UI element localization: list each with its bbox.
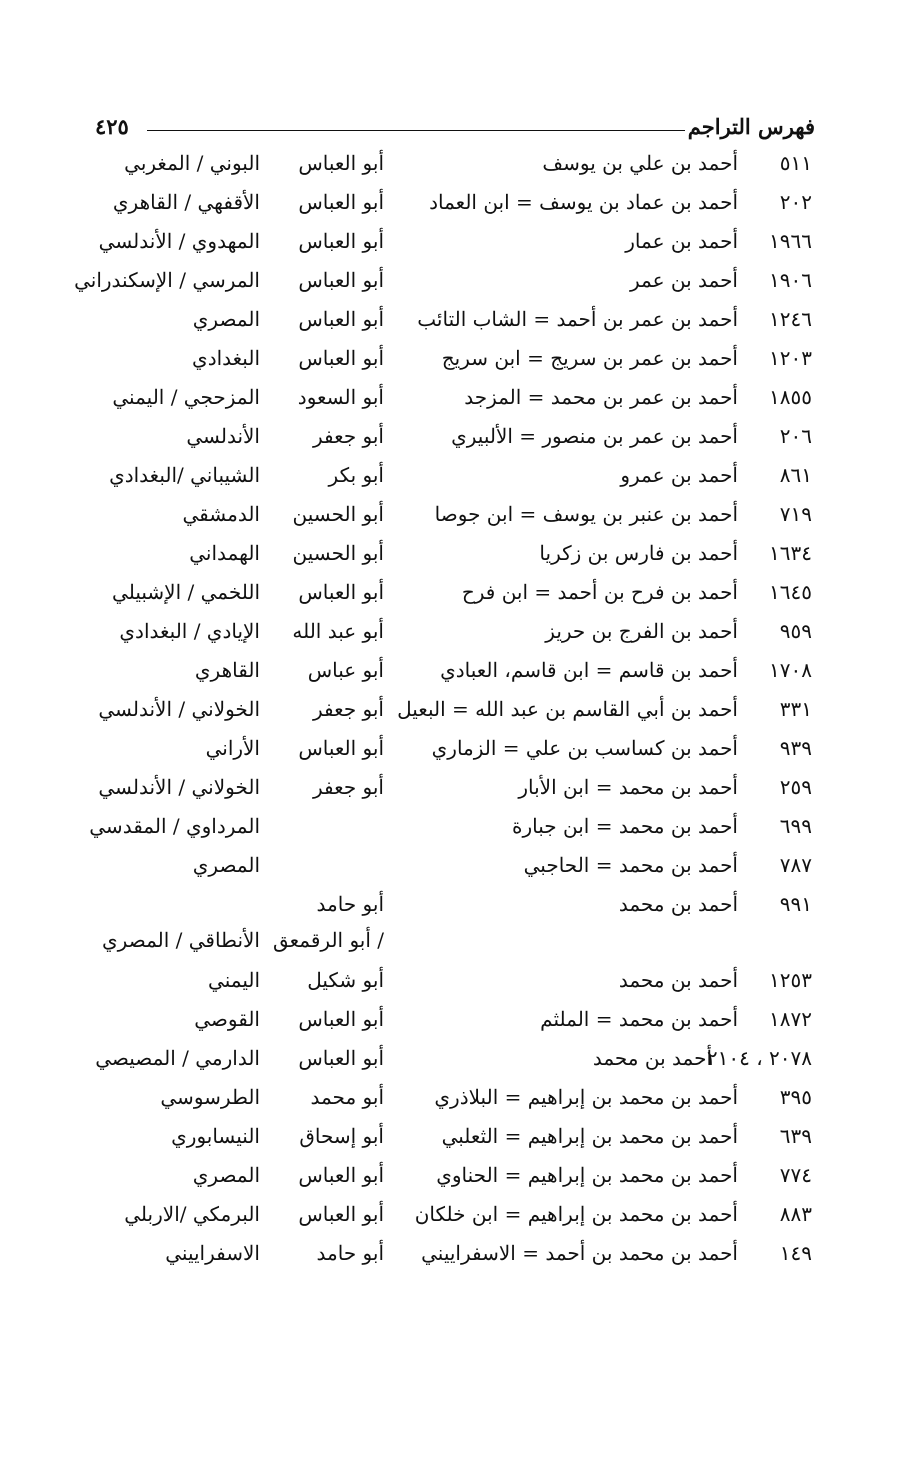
person-name: أحمد بن فارس بن زكريا bbox=[539, 541, 738, 565]
index-row bbox=[90, 1040, 810, 1079]
entry-number: ٨٦١ bbox=[779, 463, 812, 487]
person-name: أحمد بن عماد بن يوسف = ابن العماد bbox=[429, 190, 738, 214]
entry-number: ٧١٩ bbox=[779, 502, 812, 526]
kunya: أبو العباس bbox=[298, 1046, 384, 1070]
entry-number: ٧٧٤ bbox=[779, 1163, 812, 1187]
person-name: أحمد بن محمد بن إبراهيم = ابن خلكان bbox=[414, 1202, 738, 1226]
nisba: الأندلسي bbox=[186, 424, 260, 448]
nisba: الطرسوسي bbox=[160, 1085, 260, 1109]
page-number: ٤٢٥ bbox=[95, 114, 129, 139]
nisba: المصري bbox=[192, 1163, 260, 1187]
entry-number: ٢٠٦ bbox=[779, 424, 812, 448]
nisba: الهمداني bbox=[189, 541, 260, 565]
index-row bbox=[90, 1157, 810, 1196]
index-row bbox=[90, 652, 810, 691]
nisba: الإيادي / البغدادي bbox=[119, 619, 260, 643]
index-row bbox=[90, 691, 810, 730]
entry-number: ١٢٠٣ bbox=[769, 346, 812, 370]
index-row bbox=[90, 496, 810, 535]
kunya: / أبو الرقمعق bbox=[272, 928, 384, 952]
nisba: الأراني bbox=[205, 736, 260, 760]
person-name: أحمد بن كساسب بن علي = الزماري bbox=[431, 736, 738, 760]
index-row bbox=[90, 1235, 810, 1274]
nisba: المرداوي / المقدسي bbox=[89, 814, 260, 838]
index-row bbox=[90, 574, 810, 613]
entry-number: ١٩٦٦ bbox=[769, 229, 812, 253]
person-name: أحمد بن فرح بن أحمد = ابن فرح bbox=[461, 580, 738, 604]
index-row bbox=[90, 962, 810, 1001]
nisba: البغدادي bbox=[192, 346, 260, 370]
nisba: المهدوي / الأندلسي bbox=[98, 229, 260, 253]
index-row bbox=[90, 1196, 810, 1235]
nisba: الدارمي / المصيصي bbox=[95, 1046, 260, 1070]
kunya: أبو محمد bbox=[310, 1085, 384, 1109]
person-name: أحمد بن عمر بن منصور = الألبيري bbox=[451, 424, 738, 448]
nisba: المزحجي / اليمني bbox=[112, 385, 260, 409]
person-name: أحمد بن محمد = الملثم bbox=[540, 1007, 738, 1031]
nisba: البوني / المغربي bbox=[124, 151, 260, 175]
person-name: أحمد بن محمد bbox=[618, 892, 738, 916]
person-name: أحمد بن محمد bbox=[592, 1046, 712, 1070]
person-name: أحمد بن عمر بن أحمد = الشاب التائب bbox=[417, 307, 738, 331]
person-name: أحمد بن الفرج بن حريز bbox=[545, 619, 738, 643]
page-title: فهرس التراجم bbox=[687, 114, 815, 139]
header-rule bbox=[147, 130, 685, 131]
index-row bbox=[90, 184, 810, 223]
entry-number: ٢٥٩ bbox=[779, 775, 812, 799]
nisba: القوصي bbox=[194, 1007, 260, 1031]
person-name: أحمد بن عمر bbox=[629, 268, 738, 292]
entry-number: ٨٨٣ bbox=[779, 1202, 812, 1226]
person-name: أحمد بن أبي القاسم بن عبد الله = البعيل bbox=[397, 697, 738, 721]
kunya: أبو جعفر bbox=[313, 697, 384, 721]
index-row bbox=[90, 808, 810, 847]
entry-number: ٣٩٥ bbox=[779, 1085, 812, 1109]
entry-number: ٩٥٩ bbox=[779, 619, 812, 643]
nisba: الأقفهي / القاهري bbox=[112, 190, 260, 214]
nisba: الدمشقي bbox=[182, 502, 260, 526]
kunya: أبو السعود bbox=[297, 385, 384, 409]
biography-index-list bbox=[74, 145, 812, 1274]
entry-number: ١٨٧٢ bbox=[769, 1007, 812, 1031]
entry-number: ٦٣٩ bbox=[779, 1124, 812, 1148]
kunya: أبو العباس bbox=[298, 1163, 384, 1187]
person-name: أحمد بن محمد بن إبراهيم = الحناوي bbox=[436, 1163, 738, 1187]
nisba: اليمني bbox=[208, 968, 260, 992]
nisba: البرمكي /الاربلي bbox=[124, 1202, 260, 1226]
kunya: أبو عباس bbox=[307, 658, 384, 682]
index-row bbox=[90, 379, 810, 418]
entry-number: ٢٠٢ bbox=[779, 190, 812, 214]
index-row bbox=[90, 1001, 810, 1040]
kunya: أبو إسحاق bbox=[299, 1124, 384, 1148]
nisba: المصري bbox=[192, 307, 260, 331]
kunya: أبو جعفر bbox=[313, 424, 384, 448]
index-row bbox=[90, 730, 810, 769]
kunya: أبو حامد bbox=[316, 892, 384, 916]
kunya: أبو بكر bbox=[328, 463, 384, 487]
entry-number: ٣٣١ bbox=[779, 697, 812, 721]
person-name: أحمد بن محمد بن أحمد = الاسفراييني bbox=[421, 1241, 738, 1265]
kunya: أبو العباس bbox=[298, 268, 384, 292]
nisba: الخولاني / الأندلسي bbox=[98, 697, 260, 721]
person-name: أحمد بن عمار bbox=[625, 229, 738, 253]
index-row bbox=[90, 535, 810, 574]
kunya: أبو العباس bbox=[298, 1202, 384, 1226]
entry-number: ١٧٠٨ bbox=[769, 658, 812, 682]
entry-number: ١٢٥٣ bbox=[769, 968, 812, 992]
entry-number: ٩٩١ bbox=[779, 892, 812, 916]
person-name: أحمد بن عمر بن سريج = ابن سريج bbox=[441, 346, 738, 370]
nisba: المصري bbox=[192, 853, 260, 877]
nisba: الخولاني / الأندلسي bbox=[98, 775, 260, 799]
entry-number: ١٦٤٥ bbox=[769, 580, 812, 604]
index-row bbox=[90, 340, 810, 379]
index-row bbox=[90, 1079, 810, 1118]
index-row bbox=[90, 922, 810, 962]
index-row bbox=[90, 301, 810, 340]
person-name: أحمد بن علي بن يوسف bbox=[542, 151, 738, 175]
index-row bbox=[90, 613, 810, 652]
kunya: أبو الحسين bbox=[292, 502, 384, 526]
index-row bbox=[90, 145, 810, 184]
kunya: أبو الحسين bbox=[292, 541, 384, 565]
nisba: الاسفراييني bbox=[165, 1241, 260, 1265]
entry-number: ١٤٩ bbox=[779, 1241, 812, 1265]
kunya: أبو العباس bbox=[298, 190, 384, 214]
nisba: الأنطاقي / المصري bbox=[102, 928, 260, 952]
person-name: أحمد بن محمد = ابن الأبار bbox=[518, 775, 738, 799]
kunya: أبو العباس bbox=[298, 229, 384, 253]
entry-number: ٩٣٩ bbox=[779, 736, 812, 760]
person-name: أحمد بن محمد = ابن جبارة bbox=[512, 814, 738, 838]
entry-number: ١٦٣٤ bbox=[769, 541, 812, 565]
index-row bbox=[90, 847, 810, 886]
index-row bbox=[90, 457, 810, 496]
person-name: أحمد بن محمد bbox=[618, 968, 738, 992]
entry-number: ١٢٤٦ bbox=[769, 307, 812, 331]
person-name: أحمد بن محمد بن إبراهيم = البلاذري bbox=[434, 1085, 738, 1109]
entry-number: ٢٠٧٨ ، ٢١٠٤ bbox=[706, 1046, 812, 1070]
entry-number: ٥١١ bbox=[779, 151, 812, 175]
index-row bbox=[90, 223, 810, 262]
index-row bbox=[90, 1118, 810, 1157]
index-row bbox=[74, 262, 812, 301]
kunya: أبو شكيل bbox=[307, 968, 384, 992]
entry-number: ١٨٥٥ bbox=[769, 385, 812, 409]
entry-number: ٦٩٩ bbox=[779, 814, 812, 838]
kunya: أبو العباس bbox=[298, 1007, 384, 1031]
kunya: أبو العباس bbox=[298, 346, 384, 370]
person-name: أحمد بن عنبر بن يوسف = ابن جوصا bbox=[434, 502, 738, 526]
person-name: أحمد بن قاسم = ابن قاسم، العبادي bbox=[440, 658, 738, 682]
kunya: أبو العباس bbox=[298, 580, 384, 604]
kunya: أبو حامد bbox=[316, 1241, 384, 1265]
nisba: المرسي / الإسكندراني bbox=[74, 268, 260, 292]
entry-number: ١٩٠٦ bbox=[769, 268, 812, 292]
kunya: أبو جعفر bbox=[313, 775, 384, 799]
index-row bbox=[90, 418, 810, 457]
page-header bbox=[95, 114, 815, 144]
kunya: أبو العباس bbox=[298, 151, 384, 175]
nisba: القاهري bbox=[194, 658, 260, 682]
kunya: أبو العباس bbox=[298, 307, 384, 331]
person-name: أحمد بن عمرو bbox=[620, 463, 738, 487]
kunya: أبو العباس bbox=[298, 736, 384, 760]
kunya: أبو عبد الله bbox=[292, 619, 384, 643]
index-row bbox=[90, 769, 810, 808]
entry-number: ٧٨٧ bbox=[779, 853, 812, 877]
nisba: اللخمي / الإشبيلي bbox=[112, 580, 260, 604]
index-row bbox=[90, 886, 810, 922]
person-name: أحمد بن محمد = الحاجبي bbox=[523, 853, 738, 877]
person-name: أحمد بن عمر بن محمد = المزجد bbox=[464, 385, 738, 409]
person-name: أحمد بن محمد بن إبراهيم = الثعلبي bbox=[441, 1124, 738, 1148]
nisba: الشيباني /البغدادي bbox=[109, 463, 260, 487]
nisba: النيسابوري bbox=[171, 1124, 260, 1148]
